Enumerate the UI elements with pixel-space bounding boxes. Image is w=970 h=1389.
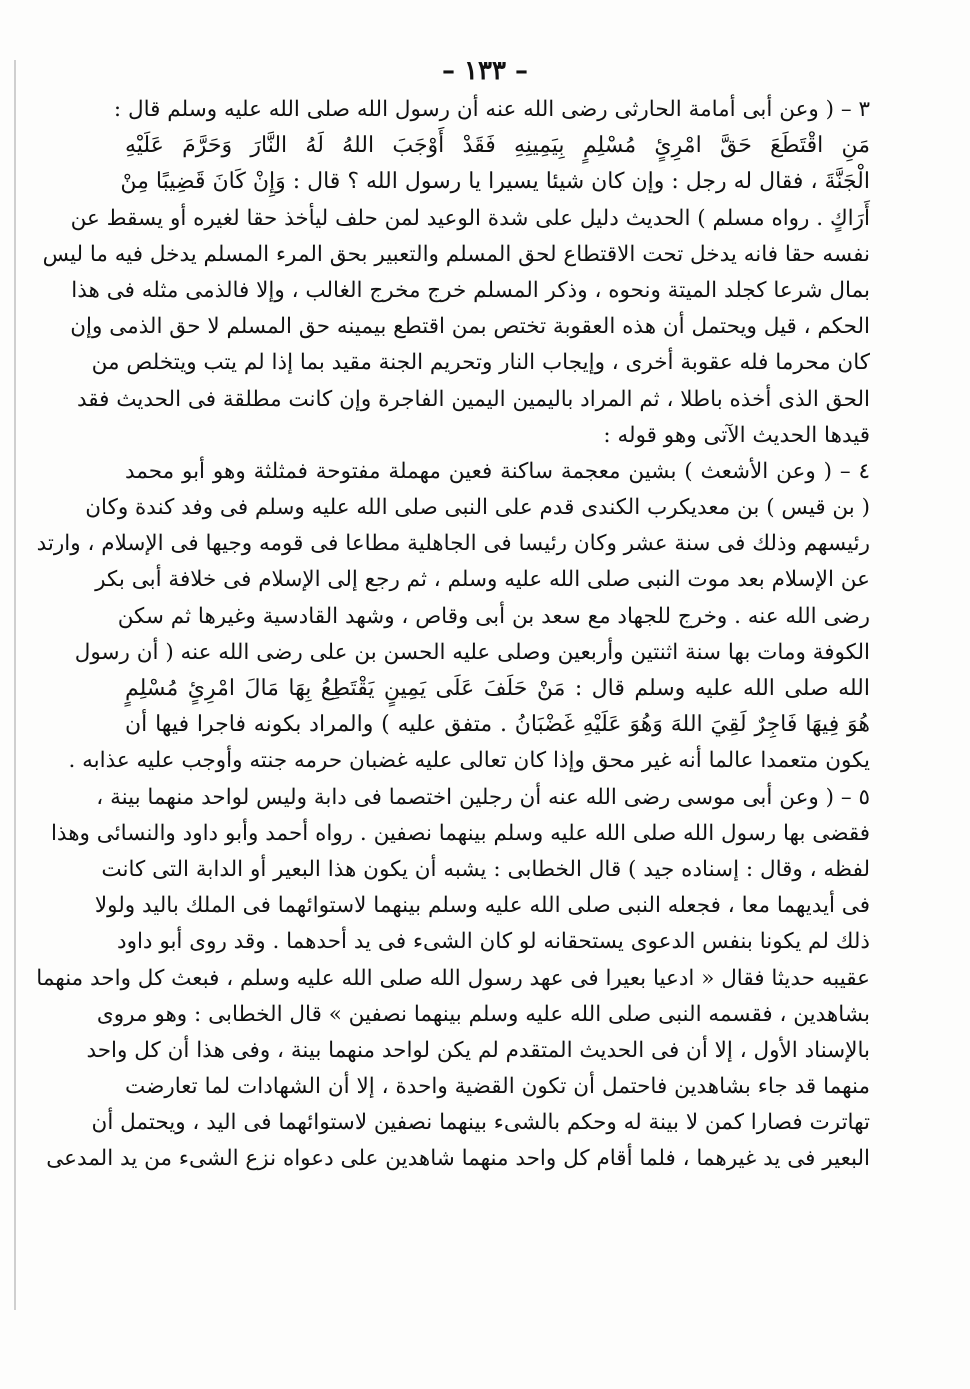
text-line: الحق الذى أخذه باطلا ، ثم المراد باليمين اليمين الفاجرة وإن كانت مطلقة فى الحديث فقد [76,386,870,412]
text-line: رضى الله عنه . وخرج للجهاد مع سعد بن أبى وقاص ، وشهد القادسية وغيرها ثم سكن [117,603,870,629]
text-line: يكون متعمدا عالما أنه غير محق وإذا كان تعالى عليه غضبان حرمه جنته وأوجب عليه عذابه . [68,748,870,774]
text-line: هُوَ فِيهَا فَاجِرٌ لَقِيَ اللهَ وَهُوَ عَلَيْهِ غَضْبَانُ . متفق عليه ) والمراد بكونه فاجرا فيها أن [125,712,870,738]
text-line: رئيسهم وذلك فى سنة عشر وكان رئيسا فى الجاهلية مطاعا فى قومه وجيها فى الإسلام ، وارتد [36,531,870,557]
text-line: أَرَاكٍ . رواه مسلم ) الحديث دليل على شدة الوعيد لمن حلف ليأخذ حقا لغيره أو يسقط عن [70,205,870,231]
scan-margin-line [14,60,16,1310]
body-text [36,92,870,1372]
text-line: الحكم ، قيل ويحتمل أن هذه العقوبة تختص بمن اقتطع بيمينه حق المسلم لا حق الذمى وإن [70,314,870,340]
text-line: نفسه حقا فانه يدخل تحت الاقتطاع لحق المسلم والتعبير بحق المرء المسلم يدخل فيه ما ليس [42,241,870,267]
text-line: بمال شرعا كجلد الميتة ونحوه ، وذكر المسلم خرج مخرج الغالب ، وإلا فالذمى مثله فى هذا [71,277,870,303]
text-line: ٤ – ( وعن الأشعث ) بشين معجمة ساكنة فعين مهملة مفتوحة فمثلثة وهو أبو محمد [125,458,870,484]
text-line: بالإسناد الأول ، إلا أن فى الحديث المتقدم لم يكن لواحد منهما بينة ، وفى هذا أن كل واحد [86,1037,870,1063]
text-line: ٥ – ( وعن أبى موسى رضى الله عنه أن رجلين اختصما فى دابة وليس لواحد منهما بينة ، [96,784,870,810]
text-line: تهاترت فصارا كمن لا بينة له وحكم بالشىء بينهما نصفين لاستوائهما فى اليد ، ويحتمل أن [91,1110,870,1136]
text-line: الله صلى الله عليه وسلم قال : مَنْ حَلَفَ عَلَى يَمِينٍ يَقْتَطِعُ بِهَا مَالَ امْرِئٍ مُسْلِمٍ [125,676,870,701]
text-line: فى أيديهما معا ، فجعله النبى صلى الله عليه وسلم بينهما لاستوائهما فى الملك باليد ولولا [94,893,870,919]
text-line: لفظه ، وقال : إسناده جيد ) قال الخطابى : يشبه أن يكون هذا البعير أو الدابة التى كانت [101,856,870,882]
text-line: ( بن قيس ) بن معديكرب الكندى قدم على النبى صلى الله عليه وسلم فى وفد كندة وكان [85,495,870,521]
text-line: ٣ – ( وعن أبى أمامة الحارثى رضى الله عنه أن رسول الله صلى الله عليه وسلم قال : [113,97,870,122]
text-line: عقيبه حديثا فقال « ادعيا بعيرا فى عهد رسول الله صلى الله عليه وسلم ، فبعث كل واحد منهما [36,965,870,991]
text-line: عن الإسلام بعد موت النبى صلى الله عليه وسلم ، ثم رجع إلى الإسلام فى خلافة أبى بكر [95,567,870,593]
page-number: – ١٣٣ – [441,56,529,86]
text-line: البعير فى يد غيرهما ، فلما أقام كل واحد منهما شاهدين على دعواه نزع الشىء من يد المدعى [46,1146,870,1172]
text-line: الكوفة ومات بها سنة اثنتين وأربعين وصلى عليه الحسن بن على رضى الله عنه ( أن رسول [74,639,870,665]
text-line: الْجَنَّةَ ، فقال له رجل : وإن كان شيئا يسيرا يا رسول الله ؟ قال : وَإِنْ كَانَ قَضِيبًا مِنْ [120,169,870,195]
text-line: منهما قد جاء بشاهدين فاحتمل أن تكون القضية واحدة ، إلا أن الشهادات لما تعارضت [125,1074,870,1100]
text-line: فقضى بها رسول الله صلى الله عليه وسلم بينهما نصفين . رواه أحمد وأبو داود والنسائى وهذا [50,820,870,846]
text-line: قيدها الحديث الآتى وهو قوله : [603,422,870,448]
text-line: ذلك لم يكونا بنفس الدعوى يستحقانه لو كان الشىء فى يد أحدهما . وقد روى أبو داود [117,929,870,955]
text-line: مَنِ اقْتَطَعَ حَقَّ امْرِئٍ مُسْلِمٍ بِيَمِينِهِ فَقَدْ أَوْجَبَ اللهُ لَهُ النَّارَ وَحَرَّمَ عَلَيْهِ [125,133,870,159]
text-line: كان محرما فله عقوبة أخرى ، وإيجاب النار وتحريم الجنة مقيد بما إذا لم يتب ويتخلص من [91,350,870,376]
text-line: بشاهدين ، فقسمه النبى صلى الله عليه وسلم بينهما نصفين » قال الخطابى : وهو مروى [96,1001,870,1027]
